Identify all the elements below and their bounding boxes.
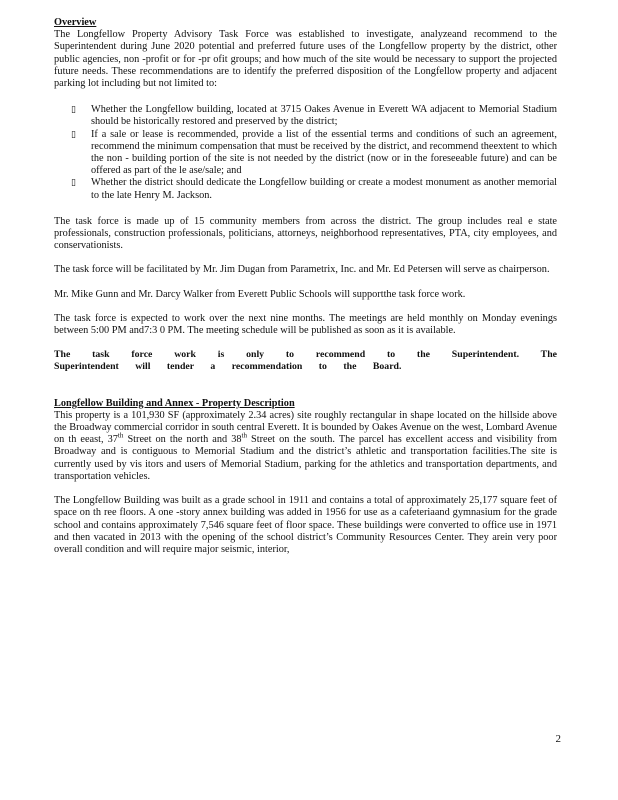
document-body — [54, 17, 557, 556]
list-item — [71, 104, 557, 128]
bullet-icon: ▯ — [71, 129, 76, 140]
ordinal-suffix: th — [241, 431, 247, 440]
list-item — [71, 177, 557, 201]
disposition-criteria-list — [54, 104, 557, 202]
property-description-heading: Longfellow Building and Annex - Property Description — [54, 397, 295, 409]
description-text-part: Street on the north and 38 — [127, 434, 242, 446]
schedule-paragraph: The task force is expected to work over the next nine months. The meetings are held monthly on Monday evenings between 5:00 PM and7:3 0 PM. The meeting schedule will be published as soon as it is available. — [54, 312, 557, 337]
list-item — [71, 129, 557, 178]
list-item-text: Whether the Longfellow building, located at 3715 Oakes Avenue in Everett WA adjacent to Memorial Stadium should be historically restored and preserved by the district; — [91, 104, 557, 128]
support-paragraph: Mr. Mike Gunn and Mr. Darcy Walker from Everett Public Schools will supportthe task force work. — [54, 288, 466, 300]
page-number: 2 — [555, 733, 561, 745]
recommendation-paragraph: The task force work is only to recommend to the Superintendent. The Superintendent will tender a recommendation to the Board. — [54, 349, 557, 373]
building-history-paragraph: The Longfellow Building was built as a grade school in 1911 and contains a total of approximately 25,177 square feet of space on th ree floors. A one -story annex building was added in 1956 for use as a cafeteriaand gymnasium for the grade school and contains approximately 7,546 square feet of floor space. These buildings were converted to office use in 1971 and then vacated in 2013 with the opening of the school district’s Community Resources Center. They arein very poor overall condition and will require major seismic, interior, — [54, 495, 557, 555]
property-description-paragraph — [54, 410, 557, 483]
facilitation-paragraph: The task force will be facilitated by Mr. Jim Dugan from Parametrix, Inc. and Mr. Ed Petersen will serve as chairperson. — [54, 264, 550, 276]
bullet-icon: ▯ — [71, 178, 76, 189]
bullet-icon: ▯ — [71, 105, 76, 116]
overview-paragraph: The Longfellow Property Advisory Task Force was established to investigate, analyzeand recommend to the Superintendent during June 2020 potential and preferred future uses of the Longfellow property by the district, other public agencies, non -profit or for -pr ofit groups; and how much of the site would be necessary to support the projected future needs. These recommendations are to identify the preferred disposition of the Longfellow property and adjacent parking lot including but not limited to: — [54, 29, 557, 90]
members-paragraph: The task force is made up of 15 community members from across the district. The group includes real e state professionals, construction professionals, politicians, attorneys, neighborhood representatives, PTA, city employees, and conservationists. — [54, 215, 557, 252]
list-item-text: Whether the district should dedicate the Longfellow building or create a modest monument as another memorial to the late Henry M. Jackson. — [91, 177, 557, 201]
overview-heading: Overview — [54, 17, 97, 28]
description-text-part: This property is a 101,930 SF (approximately 2.34 acres) site roughly rectangular in shape located on the hillside above the Broadway commercial corridor in south central Everett. It is bounded by Oakes Avenue on the west, Lombard Avenue on th eeast, 37 — [54, 409, 557, 446]
list-item-text: If a sale or lease is recommended, provide a list of the essential terms and conditions of such an agreement, recommend the minimum compensation that must be received by the district, and recommend theextent to which the non - building portion of the site is not needed by the district (now or in the foreseeable future) and can be offered as part of the le ase/sale; and — [91, 128, 557, 177]
description-text-part: Street on the south. The parcel has excellent access and visibility from Broadway and is contiguous to Memorial Stadium and the district’s athletic and transportation facilities.The site is currently used by vis itors and users of Memorial Stadium, parking for the athletics and transportation departments, and transportation vehicles. — [54, 434, 558, 482]
ordinal-suffix: th — [117, 431, 124, 440]
